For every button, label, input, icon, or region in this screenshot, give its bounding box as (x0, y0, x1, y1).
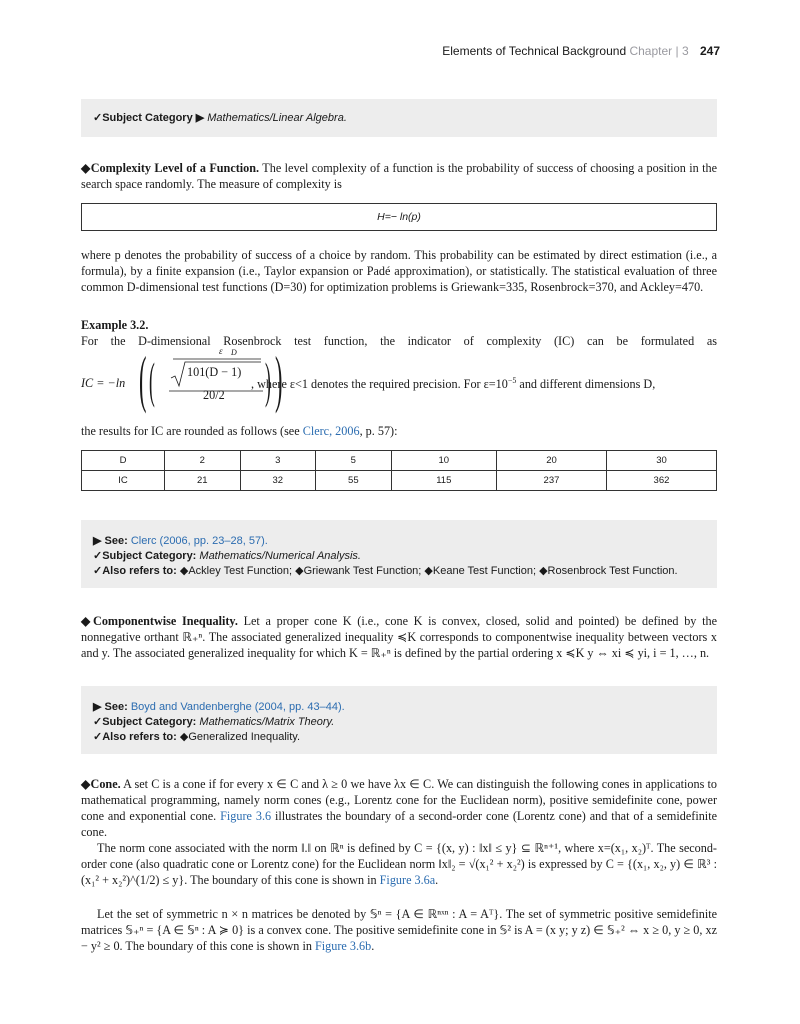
see-link-clerc[interactable]: Clerc (2006, pp. 23–28, 57). (130, 535, 268, 547)
cone-entry: ◆Cone. A set C is a cone if for every x ∈ C and λ ≥ 0 we have λx ∈ C. We can distinguish the following cones in applications to mathematical programming, namely norm cones (e.g., Lorentz cone for the Euclidean norm), positive semidefinite cone, power cone and exponential cone. Figure 3.6 illustrates the boundary of a second-order cone (Lorentz cone) and that of a semidefinite cone. (81, 777, 717, 839)
componentwise-entry: ◆Componentwise Inequality. Let a proper cone K (i.e., cone K is convex, closed, solid and pointed) be defined by the nonnegative orthant ℝ₊ⁿ. The associated generalized inequality ≼K corresponds to componentwise inequality between vectors x and y. The associated generalized inequality for which K = ℝ₊ⁿ is defined by the partial ordering x ≼K y ⇔ xi ≼ yi, i = 1, …, n. (81, 614, 717, 660)
figure-3-6-link[interactable]: Figure 3.6 (220, 809, 272, 823)
complexity-intro: The level complexity of a function is the probability of success of choosing a position in the search space randomly. The measure of complexity is (81, 161, 717, 191)
complexity-term: ◆Complexity Level of a Function. (81, 161, 260, 175)
figure-3-6b-link[interactable]: Figure 3.6b (314, 939, 372, 953)
see-line: ▶ See: Clerc (2006, pp. 23–28, 57). (93, 535, 268, 547)
table-cell: 237 (496, 471, 606, 491)
cone-term: ◆Cone. (81, 777, 121, 791)
table-cell: 362 (606, 471, 716, 491)
ic-exponent: D (231, 348, 237, 357)
subject-line: ✓Subject Category: Mathematics/Numerical Analysis. (93, 550, 361, 562)
see-line: ▶ See: Boyd and Vandenberghe (2004, pp. 43–44). (93, 701, 345, 713)
table-cell: 55 (316, 471, 392, 491)
table-row (82, 471, 717, 491)
table-cell: 3 (240, 451, 316, 471)
clerc-link[interactable]: Clerc, 2006 (302, 424, 360, 438)
running-header (442, 44, 720, 58)
header-chapter: Chapter | 3 (629, 44, 689, 58)
formula-box (81, 203, 717, 231)
see-link-boyd[interactable]: Boyd and Vandenberghe (2004, pp. 43–44). (130, 701, 345, 713)
ic-lhs: IC = −ln (81, 376, 126, 390)
also-refers-line: ✓Also refers to: ◆Generalized Inequality. (93, 731, 301, 743)
table-cell: 2 (165, 451, 241, 471)
complexity-entry (81, 160, 717, 192)
table-cell: D (82, 451, 165, 471)
cone-paragraph-2: The norm cone associated with the norm ‖.‖ on ℝⁿ is defined by C = {(x, y) : ‖x‖ ≤ y} ⊆ ℝⁿ⁺¹, where x=(x₁, x₂)ᵀ. The second-order cone (also quadratic cone or Lorentz cone) for the Euclidean norm ‖x‖₂ = √(x₁² + x₂²) is expressed by C = {(x₁, x₂, y) ∈ ℝ³ : (x₁² + x₂²)^(1/2) ≤ y}. The boundary of this cone is shown in Figure 3.6a. (81, 841, 717, 887)
ic-tail: , where ε<1 denotes the required precision. For $\varepsilon=10^{-5}$ and different dimensions D, (251, 376, 656, 392)
subject-label: ✓Subject Category ▶ (93, 112, 208, 124)
complexity-formula: H=− ln(p) (377, 211, 421, 223)
componentwise-term: ◆Componentwise Inequality. (81, 614, 238, 628)
subject-line (93, 111, 347, 124)
ic-denominator: 20/2 (203, 388, 225, 402)
table-header-row (82, 451, 717, 471)
table-cell: 10 (391, 451, 496, 471)
table-cell: 21 (165, 471, 241, 491)
subject-box-1 (81, 99, 717, 137)
see-box-1 (81, 520, 717, 588)
results-line: the results for IC are rounded as follows (see Clerc, 2006, p. 57): (81, 424, 398, 438)
page-number: 247 (699, 44, 720, 58)
ic-formula: IC = −ln ( ( ε 101(D − 1) 20/2 ) ) D , where ε<1 denotes the required precision. For $\varepsilon=10^{-5}$ and different dimensions D, (81, 343, 656, 414)
also-refers-line: ✓Also refers to: ◆Ackley Test Function; ◆Griewank Test Function; ◆Keane Test Function; ◆Rosenbrock Test Function. (93, 565, 678, 577)
example-title: Example 3.2. (81, 318, 149, 332)
see-box-2 (81, 686, 717, 754)
ic-num-top: ε (219, 346, 223, 356)
table-cell: 32 (240, 471, 316, 491)
example-line: For the D-dimensional Rosenbrock test function, the indicator of complexity (IC) can be formulated as (81, 334, 717, 348)
subject-value: Mathematics/Linear Algebra. (207, 112, 347, 124)
table-cell: 5 (316, 451, 392, 471)
ic-sqrt-arg: 101(D − 1) (187, 365, 242, 379)
header-title: Elements of Technical Background (442, 44, 627, 58)
complexity-paragraph: where p denotes the probability of success of a choice by random. This probability can be estimated by direct estimation (i.e., a formula), by a finite expansion (i.e., Taylor expansion or Padé approximation), or statistically. The statistical evaluation of three common D-dimensional test functions (D=30) for optimization problems is Griewank=335, Rosenbrock=370, and Ackley=470. (81, 248, 717, 294)
cone-paragraph-3: Let the set of symmetric n × n matrices be denoted by 𝕊ⁿ = {A ∈ ℝⁿˣⁿ : A = Aᵀ}. The set of symmetric positive semidefinite matrices 𝕊₊ⁿ = {A ∈ 𝕊ⁿ : A ≽ 0} is a convex cone. The positive semidefinite cone in 𝕊² is A = (x y; y z) ∈ 𝕊₊² ⇔ x ≥ 0, y ≥ 0, xz − y² ≥ 0. The boundary of this cone is shown in Figure 3.6b. (81, 907, 717, 953)
table-cell: 20 (496, 451, 606, 471)
subject-line: ✓Subject Category: Mathematics/Matrix Theory. (93, 716, 335, 728)
table-cell: 30 (606, 451, 716, 471)
figure-3-6a-link[interactable]: Figure 3.6a (379, 873, 436, 887)
table-cell: IC (82, 471, 165, 491)
ic-table (81, 450, 717, 491)
table-cell: 115 (391, 471, 496, 491)
